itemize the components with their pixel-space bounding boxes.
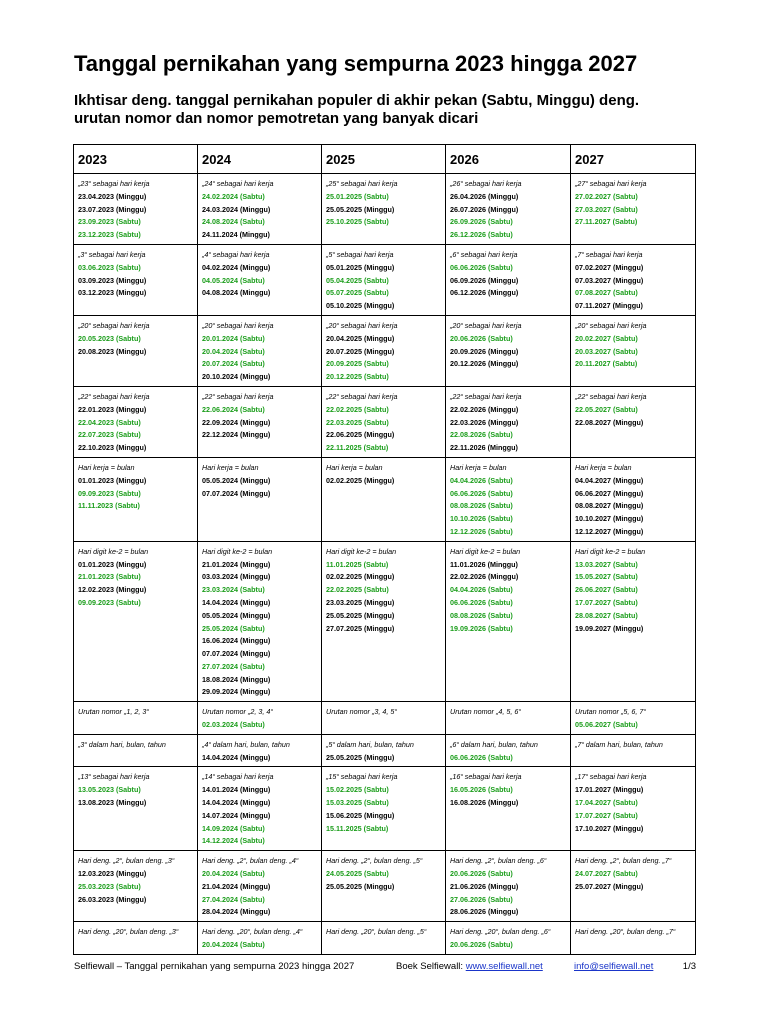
rule-label: „22“ sebagai hari kerja: [326, 391, 398, 401]
date-saturday: 27.02.2027 (Sabtu): [575, 191, 638, 201]
date-saturday: 22.05.2027 (Sabtu): [575, 404, 638, 414]
date-saturday: 24.08.2024 (Sabtu): [202, 217, 265, 227]
date-saturday: 20.02.2027 (Sabtu): [575, 333, 638, 343]
date-sunday: 07.07.2024 (Minggu): [202, 649, 271, 659]
rule-label: „6“ dalam hari, bulan, tahun: [450, 739, 538, 749]
date-saturday: 20.01.2024 (Sabtu): [202, 333, 265, 343]
table-cell-2025: [322, 541, 446, 702]
table-cell-2025: [322, 734, 446, 767]
footer-publisher-label: Boek Selfiewall:: [396, 961, 464, 972]
date-saturday: 17.04.2027 (Sabtu): [575, 798, 638, 808]
date-saturday: 23.09.2023 (Sabtu): [78, 217, 141, 227]
date-sunday: 23.03.2025 (Minggu): [326, 597, 395, 607]
date-saturday: 14.09.2024 (Sabtu): [202, 823, 265, 833]
date-sunday: 07.11.2027 (Minggu): [575, 301, 643, 311]
rule-label: „23“ sebagai hari kerja: [78, 179, 150, 188]
row-day-20-month: [74, 922, 696, 955]
date-saturday: 26.09.2026 (Sabtu): [450, 217, 513, 227]
table-cell-2024: [198, 541, 322, 702]
date-saturday: 12.12.2026 (Sabtu): [450, 526, 513, 536]
date-sunday: 14.04.2024 (Minggu): [202, 597, 271, 607]
date-saturday: 27.11.2027 (Sabtu): [575, 217, 638, 227]
date-sunday: 20.09.2026 (Minggu): [450, 346, 519, 356]
date-saturday: 27.04.2024 (Sabtu): [202, 894, 265, 904]
date-sunday: 27.07.2025 (Minggu): [326, 623, 395, 633]
rule-label: Hari kerja = bulan: [575, 462, 632, 472]
date-sunday: 06.09.2026 (Minggu): [450, 275, 519, 285]
date-saturday: 23.03.2024 (Sabtu): [202, 585, 265, 595]
table-cell-2026: [446, 457, 571, 541]
date-saturday: 06.06.2026 (Sabtu): [450, 488, 513, 498]
year-header-2023: 2023: [74, 145, 198, 174]
date-sunday: 07.02.2027 (Minggu): [575, 262, 644, 272]
date-saturday: 20.09.2025 (Sabtu): [326, 359, 389, 369]
rule-label: „22“ sebagai hari kerja: [450, 391, 522, 401]
date-saturday: 22.08.2026 (Sabtu): [450, 430, 513, 440]
rule-label: Hari deng. „2“, bulan deng. „5“: [326, 856, 423, 866]
date-saturday: 27.07.2024 (Sabtu): [202, 661, 265, 671]
date-sunday: 04.08.2024 (Minggu): [202, 288, 271, 298]
table-cell-2023: [74, 244, 198, 315]
rule-label: „22“ sebagai hari kerja: [575, 391, 647, 401]
date-saturday: 20.06.2026 (Sabtu): [450, 869, 513, 879]
date-sunday: 13.08.2023 (Minggu): [78, 798, 147, 808]
date-saturday: 09.09.2023 (Sabtu): [78, 597, 141, 607]
date-saturday: 22.02.2025 (Sabtu): [326, 404, 389, 414]
date-saturday: 06.06.2026 (Sabtu): [450, 597, 513, 607]
date-saturday: 03.06.2023 (Sabtu): [78, 262, 141, 272]
rule-label: „14“ sebagai hari kerja: [202, 772, 274, 782]
table-cell-2026: [446, 541, 571, 702]
date-saturday: 16.05.2026 (Sabtu): [450, 785, 513, 795]
rule-label: „13“ sebagai hari kerja: [78, 772, 150, 782]
date-saturday: 20.03.2027 (Sabtu): [575, 346, 638, 356]
year-header-2026: 2026: [446, 145, 571, 174]
table-cell-2023: [74, 734, 198, 767]
date-sunday: 22.12.2024 (Minggu): [202, 430, 271, 440]
table-cell-2026: [446, 174, 571, 245]
table-cell-2023: [74, 174, 198, 245]
row-22nd-workday: [74, 386, 696, 457]
rule-label: Urutan nomor „4, 5, 6“: [450, 707, 521, 717]
date-sunday: 03.12.2023 (Minggu): [78, 288, 147, 298]
rule-label: „24“ sebagai hari kerja: [202, 179, 274, 188]
date-sunday: 12.12.2027 (Minggu): [575, 526, 644, 536]
date-sunday: 22.10.2023 (Minggu): [78, 443, 147, 453]
rule-label: „22“ sebagai hari kerja: [78, 391, 150, 401]
date-sunday: 26.03.2023 (Minggu): [78, 894, 147, 904]
rule-label: „20“ sebagai hari kerja: [450, 320, 522, 330]
table-body: [74, 174, 696, 955]
date-sunday: 18.08.2024 (Minggu): [202, 674, 271, 684]
date-sunday: 25.05.2025 (Minggu): [326, 204, 395, 214]
table-cell-2025: [322, 174, 446, 245]
date-saturday: 25.01.2025 (Sabtu): [326, 191, 389, 201]
date-sunday: 19.09.2027 (Minggu): [575, 623, 644, 633]
rule-label: Hari deng. „2“, bulan deng. „7“: [575, 856, 672, 866]
row-nth-in-day-month-year: [74, 734, 696, 767]
table-cell-2026: [446, 386, 571, 457]
date-sunday: 25.07.2027 (Minggu): [575, 881, 644, 891]
rule-label: Urutan nomor „1, 2, 3“: [78, 707, 149, 717]
date-saturday: 20.04.2024 (Sabtu): [202, 869, 265, 879]
date-saturday: 04.04.2026 (Sabtu): [450, 585, 513, 595]
date-sunday: 06.12.2026 (Minggu): [450, 288, 519, 298]
date-saturday: 20.06.2026 (Sabtu): [450, 940, 513, 950]
date-sunday: 22.02.2026 (Minggu): [450, 404, 519, 414]
date-saturday: 05.07.2025 (Sabtu): [326, 288, 389, 298]
date-saturday: 22.07.2023 (Sabtu): [78, 430, 141, 440]
rule-label: „7“ dalam hari, bulan, tahun: [575, 739, 663, 749]
date-saturday: 13.03.2027 (Sabtu): [575, 559, 638, 569]
date-saturday: 20.04.2024 (Sabtu): [202, 346, 265, 356]
table-cell-2023: [74, 541, 198, 702]
rule-label: Hari deng. „20“, bulan deng. „4“: [202, 927, 303, 937]
footer-website-link[interactable]: www.selfiewall.net: [465, 961, 543, 972]
date-sunday: 20.12.2026 (Minggu): [450, 359, 519, 369]
table-cell-2023: [74, 386, 198, 457]
rule-label: „26“ sebagai hari kerja: [450, 179, 522, 188]
date-saturday: 09.09.2023 (Sabtu): [78, 488, 141, 498]
rule-label: Hari kerja = bulan: [202, 462, 259, 472]
date-saturday: 20.04.2024 (Sabtu): [202, 940, 265, 950]
date-sunday: 05.01.2025 (Minggu): [326, 262, 395, 272]
date-sunday: 20.10.2024 (Minggu): [202, 372, 271, 382]
date-saturday: 22.11.2025 (Sabtu): [326, 443, 389, 453]
wedding-dates-table: [73, 144, 696, 955]
date-sunday: 16.08.2026 (Minggu): [450, 798, 519, 808]
rule-label: Hari deng. „2“, bulan deng. „6“: [450, 856, 547, 866]
rule-label: „17“ sebagai hari kerja: [575, 772, 647, 782]
date-sunday: 17.01.2027 (Minggu): [575, 785, 644, 795]
rule-label: Hari digit ke-2 = bulan: [202, 546, 273, 556]
date-saturday: 05.04.2025 (Sabtu): [326, 275, 389, 285]
rule-label: „4“ sebagai hari kerja: [202, 249, 270, 259]
date-sunday: 02.02.2025 (Minggu): [326, 475, 395, 485]
rule-label: „5“ sebagai hari kerja: [326, 249, 394, 259]
table-cell-2023: [74, 702, 198, 735]
table-cell-2026: [446, 922, 571, 955]
table-cell-2026: [446, 702, 571, 735]
table-cell-2024: [198, 315, 322, 386]
date-saturday: 22.03.2025 (Sabtu): [326, 417, 389, 427]
date-saturday: 23.12.2023 (Sabtu): [78, 230, 141, 240]
table-cell-2027: [571, 174, 696, 245]
date-saturday: 24.02.2024 (Sabtu): [202, 191, 265, 201]
date-sunday: 25.05.2025 (Minggu): [326, 881, 395, 891]
rule-label: „6“ sebagai hari kerja: [450, 249, 518, 259]
table-cell-2027: [571, 386, 696, 457]
table-cell-2027: [571, 541, 696, 702]
table-cell-2027: [571, 851, 696, 922]
footer-publisher: [396, 961, 543, 973]
date-saturday: 20.11.2027 (Sabtu): [575, 359, 638, 369]
date-sunday: 21.04.2024 (Minggu): [202, 881, 271, 891]
year-header-2027: 2027: [571, 145, 696, 174]
date-saturday: 27.03.2027 (Sabtu): [575, 204, 638, 214]
date-sunday: 21.01.2024 (Minggu): [202, 559, 271, 569]
date-saturday: 22.02.2025 (Sabtu): [326, 585, 389, 595]
date-saturday: 08.08.2026 (Sabtu): [450, 501, 513, 511]
table-cell-2024: [198, 244, 322, 315]
date-sunday: 21.06.2026 (Minggu): [450, 881, 519, 891]
date-saturday: 17.07.2027 (Sabtu): [575, 810, 638, 820]
rule-label: Urutan nomor „2, 3, 4“: [202, 707, 273, 717]
date-sunday: 14.01.2024 (Minggu): [202, 785, 271, 795]
table-cell-2023: [74, 851, 198, 922]
date-saturday: 26.06.2027 (Sabtu): [575, 585, 638, 595]
table-cell-2024: [198, 386, 322, 457]
table-cell-2027: [571, 702, 696, 735]
rule-label: Hari deng. „20“, bulan deng. „6“: [450, 927, 551, 937]
date-sunday: 05.05.2024 (Minggu): [202, 610, 271, 620]
table-cell-2026: [446, 734, 571, 767]
table-cell-2023: [74, 767, 198, 851]
table-cell-2025: [322, 702, 446, 735]
subtitle-line-1: Ikhtisar deng. tanggal pernikahan populer di akhir pekan (Sabtu, Minggu) deng.: [74, 92, 640, 109]
date-sunday: 10.10.2027 (Minggu): [575, 514, 644, 524]
rule-label: „22“ sebagai hari kerja: [202, 391, 274, 401]
row-nth-workday-b: [74, 767, 696, 851]
date-sunday: 04.04.2027 (Minggu): [575, 475, 644, 485]
date-sunday: 03.03.2024 (Minggu): [202, 572, 271, 582]
table-cell-2025: [322, 386, 446, 457]
table-cell-2024: [198, 734, 322, 767]
table-cell-2026: [446, 851, 571, 922]
table-cell-2023: [74, 315, 198, 386]
rule-label: „4“ dalam hari, bulan, tahun: [202, 739, 290, 749]
date-saturday: 15.11.2025 (Sabtu): [326, 823, 389, 833]
table-cell-2024: [198, 851, 322, 922]
date-sunday: 07.03.2027 (Minggu): [575, 275, 644, 285]
rule-label: „3“ sebagai hari kerja: [78, 249, 146, 259]
date-sunday: 14.07.2024 (Minggu): [202, 810, 271, 820]
table-cell-2025: [322, 922, 446, 955]
rule-label: „16“ sebagai hari kerja: [450, 772, 522, 782]
date-sunday: 22.03.2026 (Minggu): [450, 417, 519, 427]
date-saturday: 06.06.2026 (Sabtu): [450, 262, 513, 272]
date-saturday: 07.08.2027 (Sabtu): [575, 288, 638, 298]
rule-label: Hari deng. „20“, bulan deng. „5“: [326, 927, 427, 937]
table-cell-2024: [198, 174, 322, 245]
year-header-2025: 2025: [322, 145, 446, 174]
footer-page-number: 1/3: [682, 961, 696, 972]
table-cell-2023: [74, 457, 198, 541]
rule-label: „20“ sebagai hari kerja: [575, 320, 647, 330]
table-cell-2023: [74, 922, 198, 955]
rule-label: „20“ sebagai hari kerja: [326, 320, 398, 330]
date-sunday: 01.01.2023 (Minggu): [78, 475, 147, 485]
date-sunday: 23.04.2023 (Minggu): [78, 191, 147, 201]
rule-label: „3“ dalam hari, bulan, tahun: [78, 739, 166, 749]
rule-label: Hari digit ke-2 = bulan: [78, 546, 149, 556]
date-saturday: 20.12.2025 (Sabtu): [326, 372, 389, 382]
rule-label: „20“ sebagai hari kerja: [202, 320, 274, 330]
table-cell-2027: [571, 922, 696, 955]
date-saturday: 24.07.2027 (Sabtu): [575, 869, 638, 879]
date-saturday: 27.06.2026 (Sabtu): [450, 894, 513, 904]
date-saturday: 13.05.2023 (Sabtu): [78, 785, 141, 795]
date-saturday: 06.06.2026 (Sabtu): [450, 752, 513, 762]
rule-label: „20“ sebagai hari kerja: [78, 320, 150, 330]
date-sunday: 05.05.2024 (Minggu): [202, 475, 271, 485]
row-2nd-digit-equals-month: [74, 541, 696, 702]
date-saturday: 22.04.2023 (Sabtu): [78, 417, 141, 427]
table-cell-2024: [198, 702, 322, 735]
date-sunday: 26.07.2026 (Minggu): [450, 204, 519, 214]
year-header-row: [74, 145, 696, 174]
date-saturday: 04.05.2024 (Sabtu): [202, 275, 265, 285]
row-20th-workday: [74, 315, 696, 386]
row-nth-workday-a: [74, 244, 696, 315]
table-cell-2025: [322, 851, 446, 922]
footer-document-title: Selfiewall – Tanggal pernikahan yang sempurna 2023 hingga 2027: [74, 961, 355, 972]
date-sunday: 22.11.2026 (Minggu): [450, 443, 518, 453]
date-sunday: 17.10.2027 (Minggu): [575, 823, 644, 833]
rule-label: Hari kerja = bulan: [450, 462, 507, 472]
date-sunday: 05.10.2025 (Minggu): [326, 301, 395, 311]
date-sunday: 22.08.2027 (Minggu): [575, 417, 644, 427]
rule-label: Hari kerja = bulan: [326, 462, 383, 472]
year-header-2024: 2024: [198, 145, 322, 174]
table-cell-2026: [446, 244, 571, 315]
date-saturday: 11.01.2025 (Sabtu): [326, 559, 389, 569]
date-sunday: 29.09.2024 (Minggu): [202, 687, 271, 697]
date-sunday: 23.07.2023 (Minggu): [78, 204, 147, 214]
date-saturday: 25.03.2023 (Sabtu): [78, 881, 141, 891]
date-saturday: 05.06.2027 (Sabtu): [575, 720, 638, 730]
date-sunday: 26.04.2026 (Minggu): [450, 191, 519, 201]
page-footer: [74, 961, 696, 975]
date-saturday: 19.09.2026 (Sabtu): [450, 623, 513, 633]
page-subtitle: [74, 92, 714, 128]
rule-label: Hari kerja = bulan: [78, 462, 135, 472]
table-cell-2024: [198, 767, 322, 851]
footer-email-link[interactable]: info@selfiewall.net: [574, 961, 654, 972]
table-cell-2025: [322, 244, 446, 315]
date-sunday: 22.02.2026 (Minggu): [450, 572, 519, 582]
rule-label: „25“ sebagai hari kerja: [326, 179, 398, 188]
rule-label: Hari deng. „2“, bulan deng. „4“: [202, 856, 299, 866]
date-sunday: 28.04.2024 (Minggu): [202, 907, 271, 917]
rule-label: „15“ sebagai hari kerja: [326, 772, 398, 782]
table-cell-2027: [571, 767, 696, 851]
date-sunday: 25.05.2025 (Minggu): [326, 610, 395, 620]
date-saturday: 21.01.2023 (Sabtu): [78, 572, 141, 582]
date-sunday: 16.06.2024 (Minggu): [202, 636, 271, 646]
date-saturday: 14.12.2024 (Sabtu): [202, 836, 265, 846]
subtitle-line-2: urutan nomor dan nomor pemotretan yang banyak dicari: [74, 110, 479, 127]
date-saturday: 04.04.2026 (Sabtu): [450, 475, 513, 485]
page-title: Tanggal pernikahan yang sempurna 2023 hingga 2027: [74, 51, 638, 76]
date-sunday: 22.06.2025 (Minggu): [326, 430, 395, 440]
rule-label: „27“ sebagai hari kerja: [575, 179, 647, 188]
table-cell-2025: [322, 315, 446, 386]
date-sunday: 08.08.2027 (Minggu): [575, 501, 644, 511]
date-saturday: 25.10.2025 (Sabtu): [326, 217, 389, 227]
date-saturday: 20.05.2023 (Sabtu): [78, 333, 141, 343]
date-saturday: 15.03.2025 (Sabtu): [326, 798, 389, 808]
row-23rd-workday: [74, 174, 696, 245]
date-sunday: 15.06.2025 (Minggu): [326, 810, 395, 820]
date-saturday: 02.03.2024 (Sabtu): [202, 720, 265, 730]
rule-label: „5“ dalam hari, bulan, tahun: [326, 739, 414, 749]
date-sunday: 22.01.2023 (Minggu): [78, 404, 147, 414]
date-saturday: 25.05.2024 (Sabtu): [202, 623, 265, 633]
row-number-sequence: [74, 702, 696, 735]
row-day-2-month: [74, 851, 696, 922]
table-cell-2027: [571, 457, 696, 541]
rule-label: Hari deng. „20“, bulan deng. „3“: [78, 927, 179, 937]
date-sunday: 04.02.2024 (Minggu): [202, 262, 271, 272]
table-cell-2025: [322, 767, 446, 851]
date-saturday: 11.11.2023 (Sabtu): [78, 501, 140, 511]
date-sunday: 11.01.2026 (Minggu): [450, 559, 518, 569]
date-saturday: 10.10.2026 (Sabtu): [450, 514, 513, 524]
date-sunday: 14.04.2024 (Minggu): [202, 752, 271, 762]
date-sunday: 07.07.2024 (Minggu): [202, 488, 271, 498]
date-sunday: 24.11.2024 (Minggu): [202, 230, 270, 240]
rule-label: „7“ sebagai hari kerja: [575, 249, 643, 259]
row-workday-equals-month: [74, 457, 696, 541]
date-sunday: 14.04.2024 (Minggu): [202, 798, 271, 808]
table-cell-2026: [446, 315, 571, 386]
date-sunday: 28.06.2026 (Minggu): [450, 907, 519, 917]
rule-label: Hari deng. „2“, bulan deng. „3“: [78, 856, 175, 866]
date-sunday: 20.08.2023 (Minggu): [78, 346, 147, 356]
date-sunday: 22.09.2024 (Minggu): [202, 417, 271, 427]
date-saturday: 15.02.2025 (Sabtu): [326, 785, 389, 795]
rule-label: Hari deng. „20“, bulan deng. „7“: [575, 927, 676, 937]
date-sunday: 25.05.2025 (Minggu): [326, 752, 395, 762]
date-sunday: 20.04.2025 (Minggu): [326, 333, 395, 343]
table-cell-2024: [198, 922, 322, 955]
date-sunday: 24.03.2024 (Minggu): [202, 204, 271, 214]
date-sunday: 03.09.2023 (Minggu): [78, 275, 147, 285]
date-saturday: 20.07.2024 (Sabtu): [202, 359, 265, 369]
date-saturday: 20.06.2026 (Sabtu): [450, 333, 513, 343]
date-saturday: 24.05.2025 (Sabtu): [326, 869, 389, 879]
rule-label: Hari digit ke-2 = bulan: [450, 546, 521, 556]
date-saturday: 22.06.2024 (Sabtu): [202, 404, 265, 414]
date-sunday: 02.02.2025 (Minggu): [326, 572, 395, 582]
date-sunday: 12.02.2023 (Minggu): [78, 585, 147, 595]
table-cell-2027: [571, 244, 696, 315]
date-saturday: 28.08.2027 (Sabtu): [575, 610, 638, 620]
date-saturday: 15.05.2027 (Sabtu): [575, 572, 638, 582]
table-cell-2027: [571, 315, 696, 386]
rule-label: Urutan nomor „3, 4, 5“: [326, 707, 397, 717]
table-cell-2024: [198, 457, 322, 541]
rule-label: Hari digit ke-2 = bulan: [575, 546, 646, 556]
table-cell-2025: [322, 457, 446, 541]
date-sunday: 12.03.2023 (Minggu): [78, 869, 147, 879]
date-saturday: 17.07.2027 (Sabtu): [575, 597, 638, 607]
date-sunday: 20.07.2025 (Minggu): [326, 346, 395, 356]
date-sunday: 06.06.2027 (Minggu): [575, 488, 644, 498]
date-sunday: 01.01.2023 (Minggu): [78, 559, 147, 569]
date-saturday: 26.12.2026 (Sabtu): [450, 230, 513, 240]
date-saturday: 08.08.2026 (Sabtu): [450, 610, 513, 620]
table-cell-2026: [446, 767, 571, 851]
rule-label: Urutan nomor „5, 6, 7“: [575, 707, 646, 717]
table-cell-2027: [571, 734, 696, 767]
rule-label: Hari digit ke-2 = bulan: [326, 546, 397, 556]
